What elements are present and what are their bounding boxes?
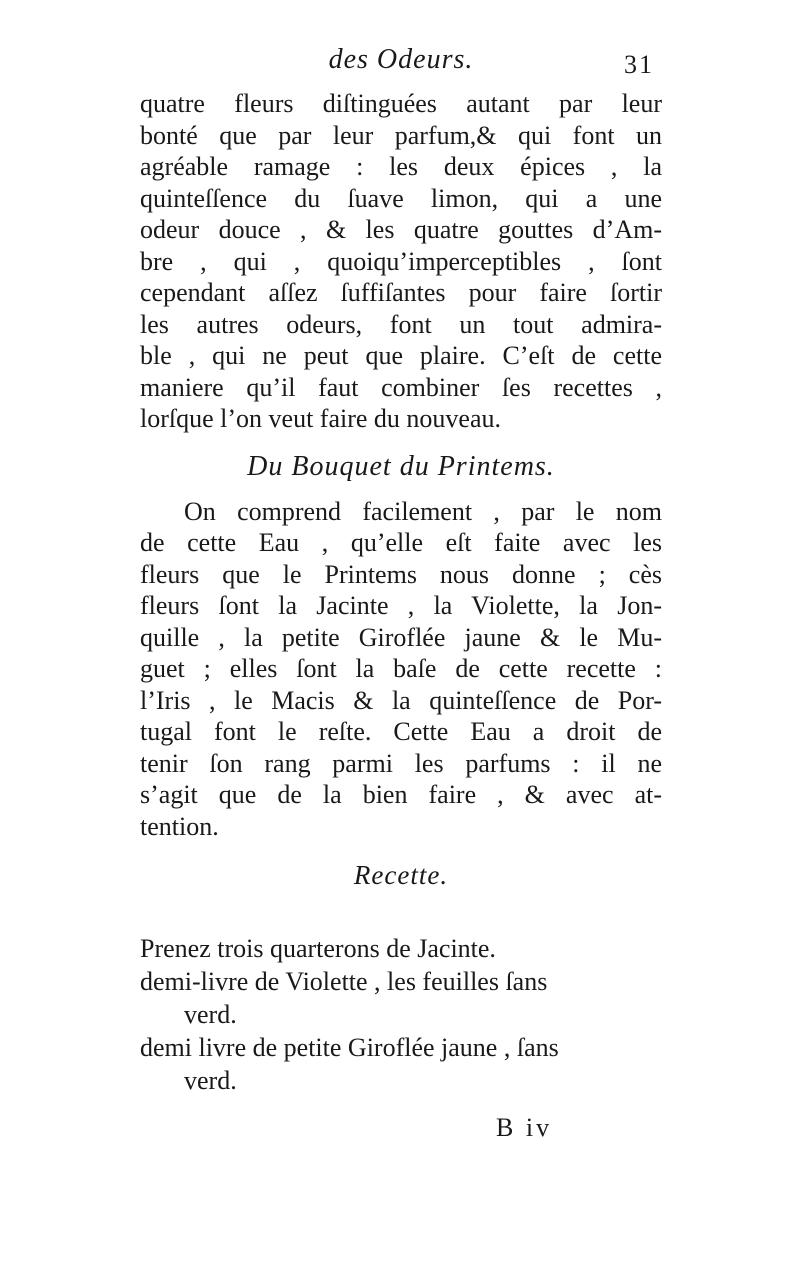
- running-header: [140, 44, 662, 84]
- text-block: [140, 44, 662, 1143]
- text-line: bonté que par leur parfum,& qui font un: [140, 120, 662, 150]
- page-number: 31: [624, 50, 654, 79]
- section-heading-recette: Recette.: [353, 860, 449, 890]
- text-line: s’agit que de la bien faire , & avec at-: [140, 780, 662, 809]
- text-line: On comprend facilement , par le nom: [184, 496, 662, 526]
- text-line: fleurs ſont la Jacinte , la Violette, la Jon-: [140, 591, 662, 620]
- text-line: quatre fleurs diſtinguées autant par leur: [140, 89, 662, 118]
- text-line: quille , la petite Giroflée jaune & le Mu-: [140, 622, 662, 652]
- text-line: maniere qu’il faut combiner ſes recettes ,: [140, 372, 662, 402]
- signature-mark: B iv: [496, 1113, 553, 1142]
- recipe-line: verd.: [184, 1066, 237, 1095]
- text-line: agréable ramage : les deux épices , la: [140, 152, 662, 181]
- recipe-line: Prenez trois quarterons de Jacinte.: [140, 934, 496, 963]
- text-line: fleurs que le Printems nous donne ; cès: [140, 559, 662, 589]
- text-line: odeur douce , & les quatre gouttes d’Am-: [140, 215, 662, 244]
- text-line: ble , qui ne peut que plaire. C’eſt de cette: [140, 341, 662, 370]
- text-line: les autres odeurs, font un tout admira-: [140, 309, 662, 339]
- running-title: des Odeurs.: [328, 44, 474, 75]
- paragraph-continuation: [140, 88, 662, 435]
- text-line: quinteſſence du ſuave limon, qui a une: [140, 183, 662, 213]
- recipe-line: demi livre de petite Giroflée jaune , ſans: [140, 1033, 559, 1062]
- text-line: guet ; elles ſont la baſe de cette recette :: [140, 654, 662, 683]
- text-line: bre , qui , quoiqu’imperceptibles , ſont: [140, 246, 662, 276]
- text-line: l’Iris , le Macis & la quinteſſence de Por-: [140, 685, 662, 715]
- text-line: cependant aſſez ſuffiſantes pour faire ſortir: [140, 278, 662, 307]
- text-line: de cette Eau , qu’elle eſt faite avec les: [140, 528, 662, 557]
- text-line: tention.: [140, 811, 219, 841]
- recipe-list: [140, 932, 662, 1097]
- recipe-line: demi-livre de Violette , les feuilles ſans: [140, 967, 548, 996]
- recipe-line: verd.: [184, 1000, 237, 1029]
- text-line: tugal font le reſte. Cette Eau a droit de: [140, 717, 662, 746]
- section-heading-bouquet: Du Bouquet du Printems.: [247, 450, 555, 482]
- paragraph-bouquet: [140, 496, 662, 843]
- text-line: tenir ſon rang parmi les parfums : il ne: [140, 748, 662, 778]
- text-line: lorſque l’on veut faire du nouveau.: [140, 404, 501, 433]
